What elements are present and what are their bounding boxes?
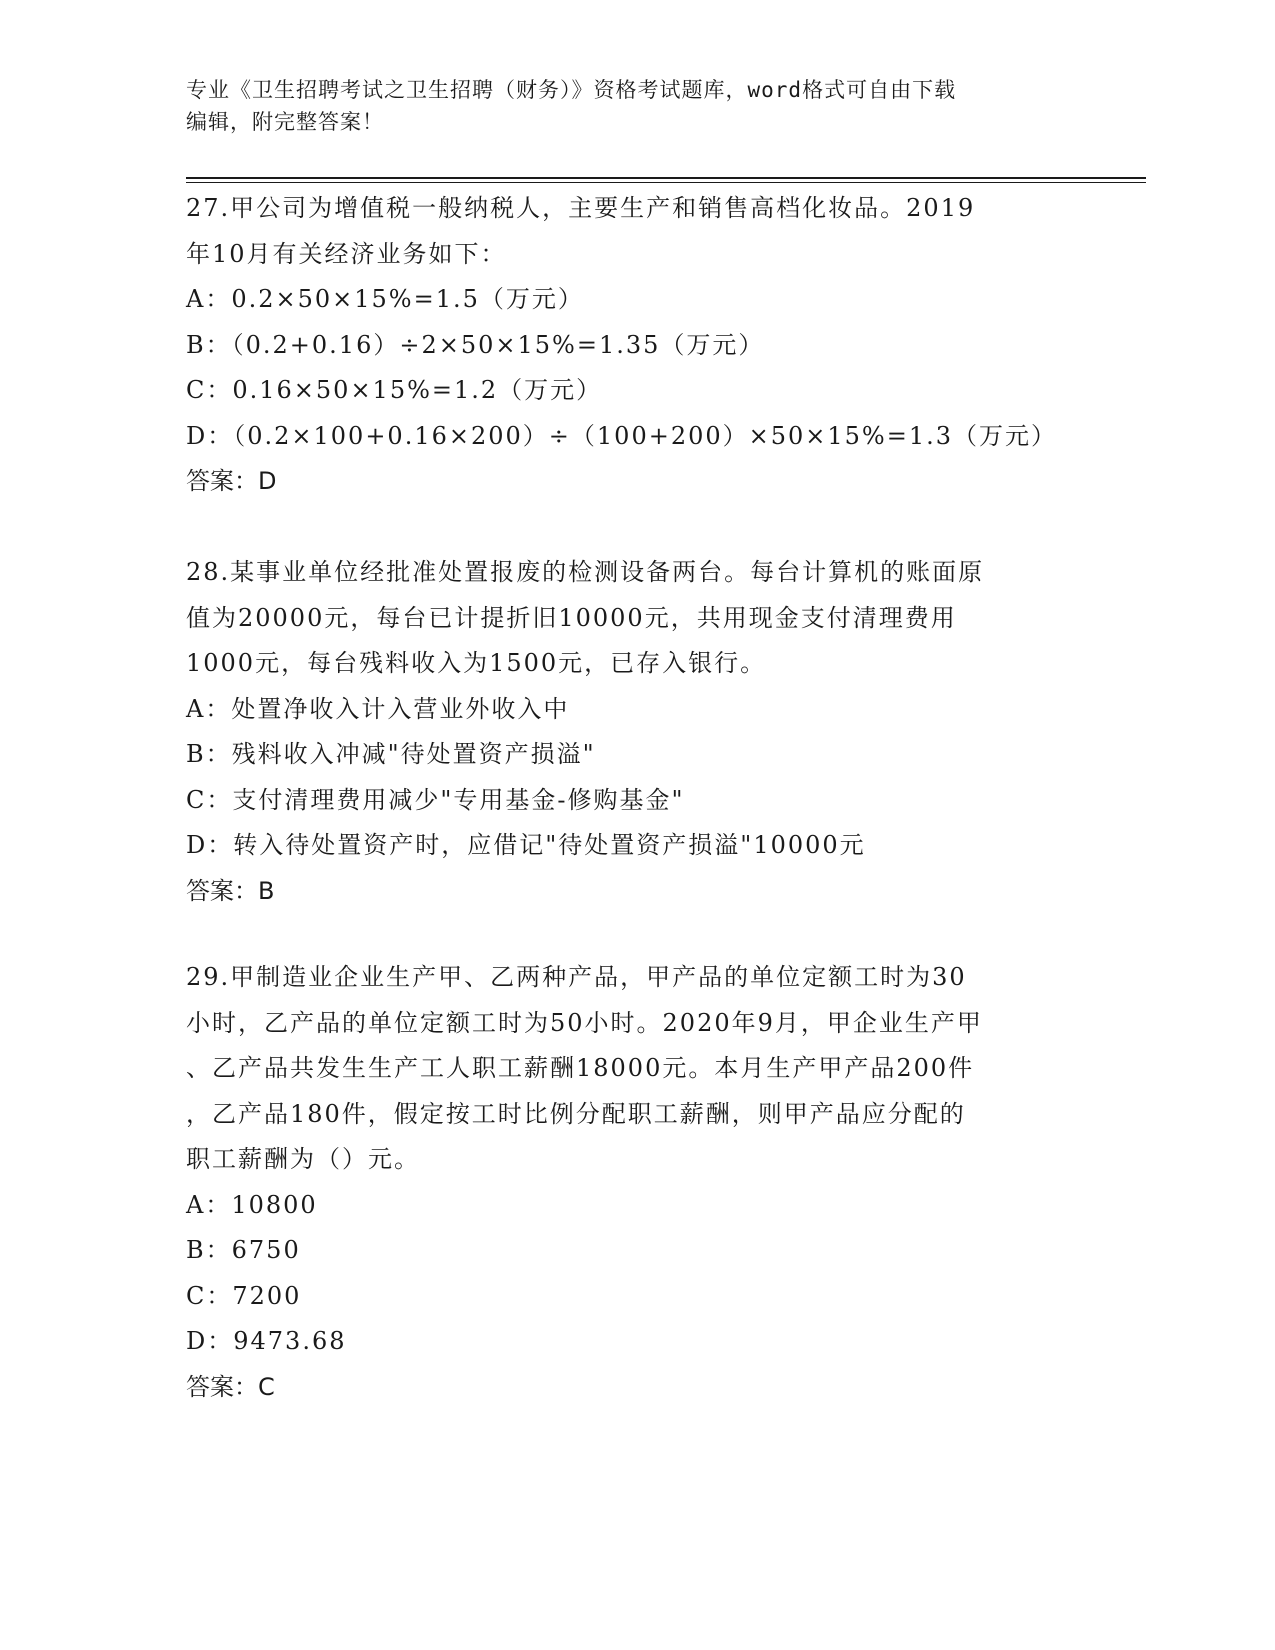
header-divider bbox=[186, 177, 1146, 183]
option-d: D：转入待处置资产时，应借记"待处置资产损溢"10000元 bbox=[186, 831, 866, 859]
option-a: A：处置净收入计入营业外收入中 bbox=[186, 694, 570, 723]
question-27 bbox=[186, 186, 1086, 505]
header-line-2: 编辑，附完整答案！ bbox=[186, 110, 384, 134]
question-29 bbox=[186, 955, 1086, 1410]
option-c: C：0.16×50×15%=1.2（万元） bbox=[186, 376, 603, 404]
question-stem-line: 1000元，每台残料收入为1500元，已存入银行。 bbox=[186, 649, 767, 677]
question-stem-line: 、乙产品共发生生产工人职工薪酬18000元。本月生产甲产品200件 bbox=[186, 1054, 975, 1082]
question-stem-line: 职工薪酬为（）元。 bbox=[186, 1145, 420, 1173]
question-stem-line: 29.甲制造业企业生产甲、乙两种产品，甲产品的单位定额工时为30 bbox=[186, 963, 967, 991]
answer-line: 答案：D bbox=[186, 467, 277, 495]
option-d: D：9473.68 bbox=[186, 1327, 347, 1355]
option-c: C：支付清理费用减少"专用基金-修购基金" bbox=[186, 785, 685, 814]
answer-line: 答案：B bbox=[186, 876, 275, 905]
question-28 bbox=[186, 550, 1086, 914]
option-c: C：7200 bbox=[186, 1281, 302, 1310]
answer-line: 答案：C bbox=[186, 1372, 275, 1401]
option-a: A：0.2×50×15%=1.5（万元） bbox=[186, 285, 584, 313]
option-b: B：残料收入冲减"待处置资产损溢" bbox=[186, 740, 596, 768]
question-stem-line: 值为20000元，每台已计提折旧10000元，共用现金支付清理费用 bbox=[186, 603, 957, 632]
question-stem-line: 27.甲公司为增值税一般纳税人，主要生产和销售高档化妆品。2019 bbox=[186, 194, 976, 222]
option-a: A：10800 bbox=[186, 1190, 318, 1219]
header-line-1: 专业《卫生招聘考试之卫生招聘（财务）》资格考试题库，word格式可自由下载 bbox=[186, 78, 957, 102]
option-d: D：（0.2×100+0.16×200）÷（100+200）×50×15%=1.3（万元） bbox=[186, 421, 1058, 450]
question-stem-line: 小时，乙产品的单位定额工时为50小时。2020年9月，甲企业生产甲 bbox=[186, 1008, 983, 1037]
question-stem-line: 28.某事业单位经批准处置报废的检测设备两台。每台计算机的账面原 bbox=[186, 558, 985, 586]
option-b: B：（0.2+0.16）÷2×50×15%=1.35（万元） bbox=[186, 330, 765, 359]
question-stem-line: ，乙产品180件，假定按工时比例分配职工薪酬，则甲产品应分配的 bbox=[186, 1099, 966, 1128]
option-b: B：6750 bbox=[186, 1236, 301, 1264]
document-header bbox=[186, 74, 1086, 138]
question-stem-line: 年10月有关经济业务如下： bbox=[186, 239, 507, 268]
